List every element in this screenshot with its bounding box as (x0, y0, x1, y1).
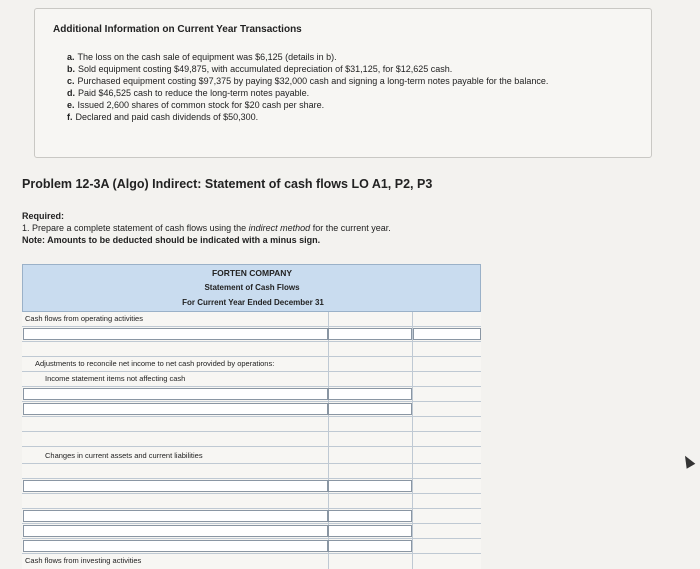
table-row (22, 417, 481, 432)
label-input[interactable] (23, 480, 328, 492)
info-item: b. Sold equipment costing $49,875, with accumulated depreciation of $31,125, for $12,625 cash. (67, 64, 453, 74)
table-row (22, 402, 481, 417)
info-list (67, 51, 627, 123)
total-input[interactable] (413, 328, 481, 340)
info-item: d. Paid $46,525 cash to reduce the long-term notes payable. (67, 88, 310, 98)
info-item: e. Issued 2,600 shares of common stock for $20 cash per share. (67, 100, 325, 110)
mouse-cursor-icon (681, 453, 696, 468)
problem-title: Problem 12-3A (Algo) Indirect: Statement of cash flows LO A1, P2, P3 (22, 177, 433, 191)
label-input[interactable] (23, 525, 328, 537)
statement-name: Statement of Cash Flows (204, 283, 300, 292)
table-row (22, 432, 481, 447)
table-row (22, 479, 481, 494)
label-input[interactable] (23, 328, 328, 340)
amount-input[interactable] (328, 328, 412, 340)
section-changes: Changes in current assets and current liabilities (45, 451, 203, 460)
cash-flow-statement (22, 264, 481, 569)
info-item: c. Purchased equipment costing $97,375 by paying $32,000 cash and signing a long-term notes payable for the balance. (67, 76, 549, 86)
required-block (22, 210, 502, 246)
statement-period: For Current Year Ended December 31 (182, 298, 324, 307)
table-row (22, 509, 481, 524)
info-box (34, 8, 652, 158)
amount-input[interactable] (328, 388, 412, 400)
info-title: Additional Information on Current Year Transactions (53, 24, 302, 35)
table-row (22, 539, 481, 554)
label-input[interactable] (23, 540, 328, 552)
table-row (22, 494, 481, 509)
label-input[interactable] (23, 510, 328, 522)
section-operating: Cash flows from operating activities (25, 314, 143, 323)
table-row (22, 554, 481, 569)
amount-input[interactable] (328, 525, 412, 537)
table-row (22, 372, 481, 387)
company-name: FORTEN COMPANY (211, 268, 293, 278)
section-investing: Cash flows from investing activities (25, 556, 142, 565)
table-row (22, 449, 481, 464)
section-income-items: Income statement items not affecting cash (45, 374, 186, 383)
table-row (22, 327, 481, 342)
info-item: f. Declared and paid cash dividends of $50,300. (67, 112, 259, 122)
table-row (22, 357, 481, 372)
table-row (22, 387, 481, 402)
table-row (22, 312, 481, 327)
amount-input[interactable] (328, 510, 412, 522)
required-note: Note: Amounts to be deducted should be indicated with a minus sign. (22, 235, 321, 245)
required-instruction: 1. Prepare a complete statement of cash flows using the indirect method for the current year. (22, 223, 391, 233)
amount-input[interactable] (328, 403, 412, 415)
label-input[interactable] (23, 403, 328, 415)
required-label: Required: (22, 211, 65, 221)
info-item: a. The loss on the cash sale of equipment was $6,125 (details in b). (67, 52, 337, 62)
label-input[interactable] (23, 388, 328, 400)
table-row (22, 342, 481, 357)
statement-header (22, 264, 481, 312)
table-row (22, 524, 481, 539)
amount-input[interactable] (328, 540, 412, 552)
amount-input[interactable] (328, 480, 412, 492)
section-adjustments: Adjustments to reconcile net income to net cash provided by operations: (35, 359, 275, 368)
table-row (22, 464, 481, 479)
